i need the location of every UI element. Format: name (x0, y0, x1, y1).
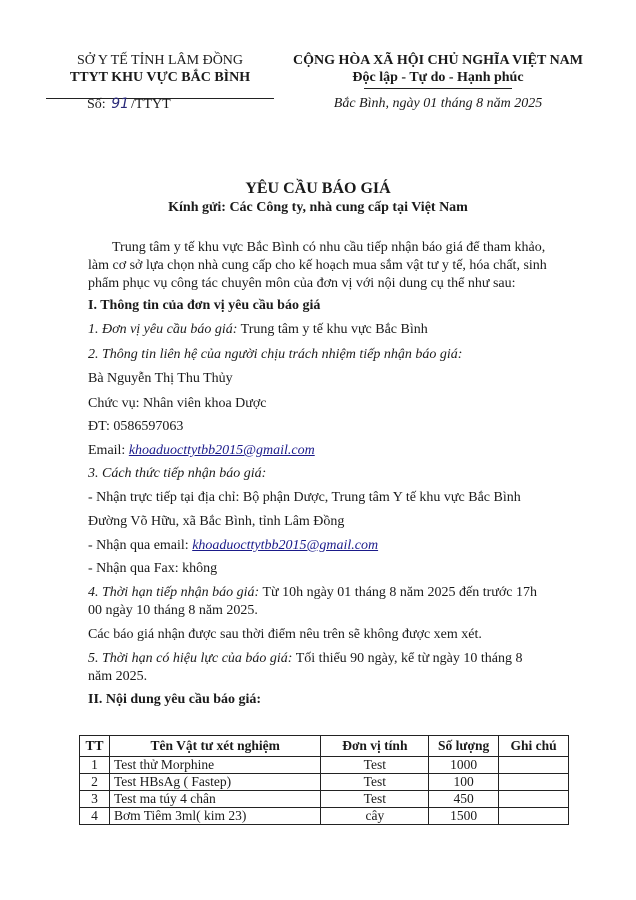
col-unit: Đơn vị tính (321, 736, 429, 757)
email-receive-row (88, 538, 378, 554)
date-line: Bắc Bình, ngày 01 tháng 8 năm 2025 (333, 96, 543, 111)
section2-heading: II. Nội dung yêu cầu báo giá: (88, 692, 262, 707)
item4-value: Từ 10h ngày 01 tháng 8 năm 2025 đến trước 17h (259, 585, 537, 600)
agency-parent: SỞ Y TẾ TỈNH LÂM ĐỒNG (76, 53, 244, 68)
direct-receive-line-2: Đường Võ Hữu, xã Bắc Bình, tỉnh Lâm Đồng (88, 514, 345, 529)
table-header-row (80, 736, 569, 757)
row-unit: Test (321, 774, 429, 791)
table-row (80, 757, 569, 774)
item5-label: 5. Thời hạn có hiệu lực của báo giá: (88, 651, 293, 666)
row-quantity: 450 (429, 791, 499, 808)
row-item-name: Bơm Tiêm 3ml( kim 23) (109, 808, 320, 825)
late-note: Các báo giá nhận được sau thời điểm nêu trên sẽ không được xem xét. (88, 627, 482, 642)
email-link[interactable]: khoaduocttytbb2015@gmail.com (128, 443, 315, 458)
intro-line-2: làm cơ sở lựa chọn nhà cung cấp cho kế hoạch mua sắm vật tư y tế, hóa chất, sinh (88, 258, 547, 273)
table-row (80, 791, 569, 808)
col-tt: TT (80, 736, 110, 757)
row-unit: Test (321, 791, 429, 808)
row-tt: 1 (80, 757, 110, 774)
contact-phone: ĐT: 0586597063 (88, 419, 184, 434)
row-tt: 4 (80, 808, 110, 825)
so-label: Số: (87, 97, 106, 112)
addressee: Kính gửi: Các Công ty, nhà cung cấp tại Việt Nam (168, 200, 468, 215)
row-unit: cây (321, 808, 429, 825)
row-quantity: 100 (429, 774, 499, 791)
items-table (79, 735, 569, 825)
intro-line-1: Trung tâm y tế khu vực Bắc Bình có nhu cầu tiếp nhận báo giá để tham khảo, (112, 240, 546, 255)
contact-email-row (88, 443, 315, 459)
row-quantity: 1000 (429, 757, 499, 774)
row-tt: 3 (80, 791, 110, 808)
item5 (88, 651, 522, 667)
item1 (88, 322, 428, 338)
direct-receive-line-1: - Nhận trực tiếp tại địa chỉ: Bộ phận Dược, Trung tâm Y tế khu vực Bắc Bình (88, 490, 521, 505)
col-item-name: Tên Vật tư xét nghiệm (109, 736, 320, 757)
row-note (499, 774, 569, 791)
item1-label: 1. Đơn vị yêu cầu báo giá: (88, 322, 238, 337)
email-receive-link[interactable]: khoaduocttytbb2015@gmail.com (192, 538, 379, 553)
item3-label: 3. Cách thức tiếp nhận báo giá: (88, 466, 267, 481)
item4-label: 4. Thời hạn tiếp nhận báo giá: (88, 585, 260, 600)
row-note (499, 791, 569, 808)
row-item-name: Test HBsAg ( Fastep) (109, 774, 320, 791)
item4 (88, 585, 537, 601)
agency-name: TTYT KHU VỰC BẮC BÌNH (69, 70, 251, 85)
contact-position: Chức vụ: Nhân viên khoa Dược (88, 396, 267, 411)
item2-label: 2. Thông tin liên hệ của người chịu trách nhiệm tiếp nhận báo giá: (88, 347, 463, 362)
item1-value: Trung tâm y tế khu vực Bắc Bình (237, 322, 428, 337)
row-tt: 2 (80, 774, 110, 791)
email-label: Email: (88, 443, 129, 458)
email-receive-label: - Nhận qua email: (88, 538, 193, 553)
table-row (80, 774, 569, 791)
row-note (499, 757, 569, 774)
document-title: YÊU CẦU BÁO GIÁ (245, 180, 391, 197)
so-number: 91 (111, 96, 130, 112)
contact-name: Bà Nguyễn Thị Thu Thủy (88, 371, 233, 386)
fax-line: - Nhận qua Fax: không (88, 561, 218, 576)
row-item-name: Test ma túy 4 chân (109, 791, 320, 808)
row-unit: Test (321, 757, 429, 774)
intro-line-3: phẩm phục vụ công tác chuyên môn của đơn vị với nội dung cụ thể như sau: (88, 276, 516, 291)
col-note: Ghi chú (499, 736, 569, 757)
col-quantity: Số lượng (429, 736, 499, 757)
document-number (87, 96, 171, 113)
national-title: CỘNG HÒA XÃ HỘI CHỦ NGHĨA VIỆT NAM (292, 53, 583, 68)
table-row (80, 808, 569, 825)
so-suffix: /TTYT (131, 97, 171, 112)
section1-heading: I. Thông tin của đơn vị yêu cầu báo giá (88, 298, 321, 313)
row-quantity: 1500 (429, 808, 499, 825)
row-item-name: Test thử Morphine (109, 757, 320, 774)
item5-value: Tối thiểu 90 ngày, kể từ ngày 10 tháng 8 (292, 651, 523, 666)
item4-line-2: 00 ngày 10 tháng 8 năm 2025. (88, 603, 258, 618)
item5-line-2: năm 2025. (88, 669, 148, 684)
row-note (499, 808, 569, 825)
motto-underline (364, 88, 512, 89)
national-motto: Độc lập - Tự do - Hạnh phúc (352, 70, 524, 85)
